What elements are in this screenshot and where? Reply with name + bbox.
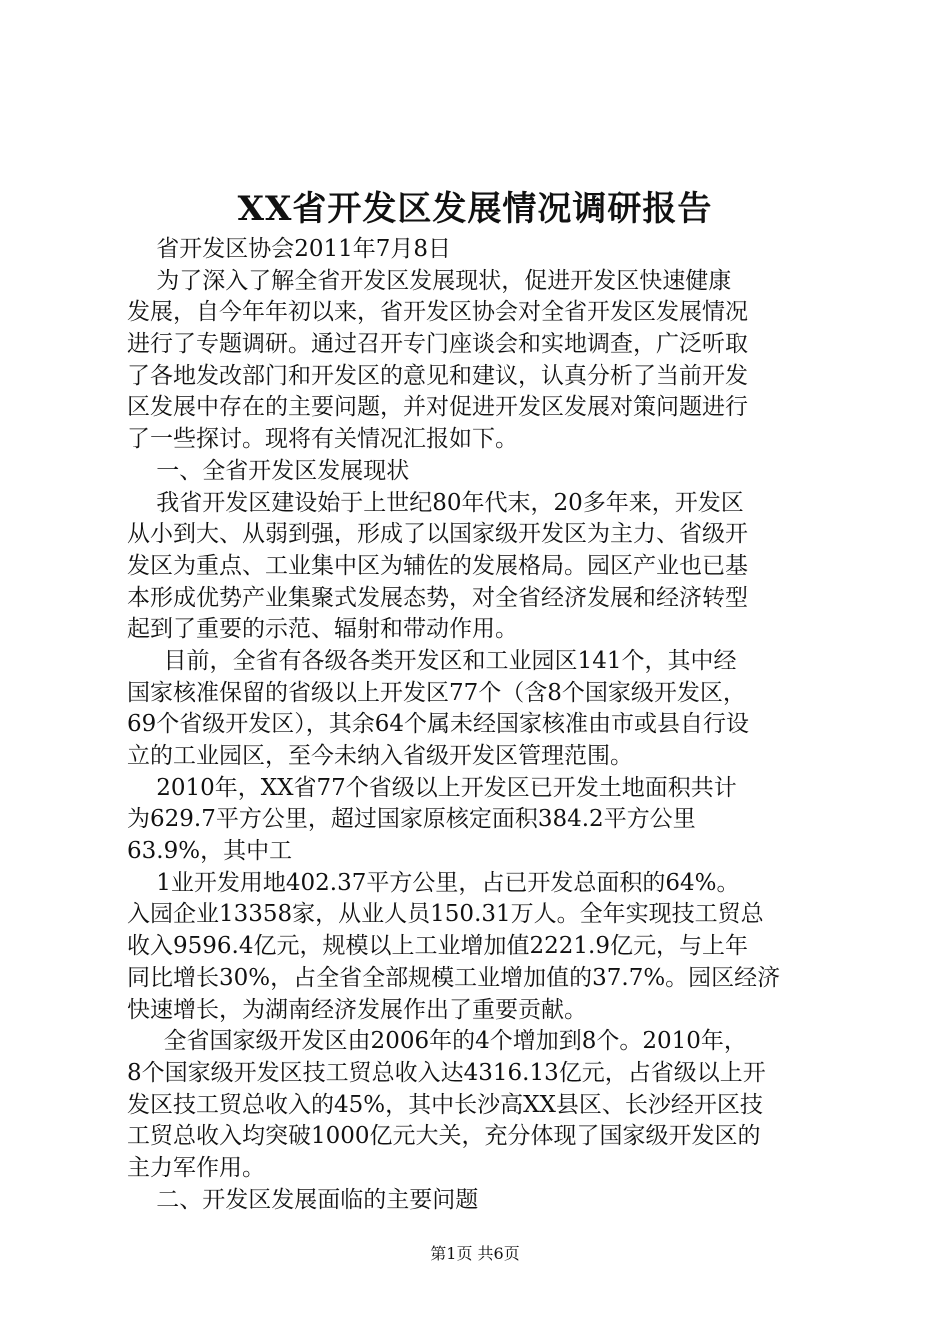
section-heading: 一、全省开发区发展现状 xyxy=(127,457,410,484)
section-heading: 二、开发区发展面临的主要问题 xyxy=(127,1186,479,1213)
text-line: 全省国家级开发区由2006年的4个增加到8个。2010年， xyxy=(127,1028,747,1055)
text-line: 省开发区协会2011年7月8日 xyxy=(127,236,452,262)
text-line: 快速增长，为湖南经济发展作出了重要贡献。 xyxy=(127,996,587,1023)
text-line: 收入9596.4亿元，规模以上工业增加值2221.9亿元，与上年 xyxy=(127,933,748,960)
text-line: 从小到大、从弱到强，形成了以国家级开发区为主力、省级开 xyxy=(127,521,748,548)
text-line: 发区技工贸总收入的45%，其中长沙高XX县区、长沙经开区技 xyxy=(127,1091,763,1118)
text-line: 了一些探讨。现将有关情况汇报如下。 xyxy=(127,426,518,453)
text-line: 本形成优势产业集聚式发展态势，对全省经济发展和经济转型 xyxy=(127,584,748,611)
text-line: 区发展中存在的主要问题，并对促进开发区发展对策问题进行 xyxy=(127,394,748,421)
text-line: 主力军作用。 xyxy=(127,1154,265,1181)
text-line: 发区为重点、工业集中区为辅佐的发展格局。园区产业也已基 xyxy=(127,552,748,579)
text-line: 进行了专题调研。通过召开专门座谈会和实地调查，广泛听取 xyxy=(127,331,748,358)
text-line: 起到了重要的示范、辐射和带动作用。 xyxy=(127,616,518,643)
text-line: 我省开发区建设始于上世纪80年代末，20多年来，开发区 xyxy=(127,489,744,516)
text-line: 入园企业13358家，从业人员150.31万人。全年实现技工贸总 xyxy=(127,901,764,928)
text-line: 国家核准保留的省级以上开发区77个（含8个国家级开发区， xyxy=(127,679,746,706)
text-line: 工贸总收入均突破1000亿元大关，充分体现了国家级开发区的 xyxy=(127,1123,761,1150)
text-line: 为629.7平方公里，超过国家原核定面积384.2平方公里 xyxy=(127,806,696,833)
text-line: 了各地发改部门和开发区的意见和建议，认真分析了当前开发 xyxy=(127,362,748,389)
page-footer: 第1页 共6页 xyxy=(430,1244,520,1263)
text-line: 2010年，XX省77个省级以上开发区已开发土地面积共计 xyxy=(127,774,737,801)
text-line: 同比增长30%，占全省全部规模工业增加值的37.7%。园区经济 xyxy=(127,964,781,991)
text-line: 目前，全省有各级各类开发区和工业园区141个，其中经 xyxy=(127,647,737,674)
document-body xyxy=(127,234,827,1216)
text-line: 发展，自今年年初以来，省开发区协会对全省开发区发展情况 xyxy=(127,299,748,326)
text-line: 1业开发用地402.37平方公里，占已开发总面积的64%。 xyxy=(127,869,740,896)
text-line: 8个国家级开发区技工贸总收入达4316.13亿元，占省级以上开 xyxy=(127,1059,766,1086)
document-title: XX省开发区发展情况调研报告 xyxy=(237,189,713,229)
text-line: 63.9%，其中工 xyxy=(127,838,293,865)
text-line: 立的工业园区，至今未纳入省级开发区管理范围。 xyxy=(127,743,633,769)
text-line: 69个省级开发区），其余64个属未经国家核准由市或县自行设 xyxy=(127,711,750,738)
text-line: 为了深入了解全省开发区发展现状，促进开发区快速健康 xyxy=(127,267,732,294)
